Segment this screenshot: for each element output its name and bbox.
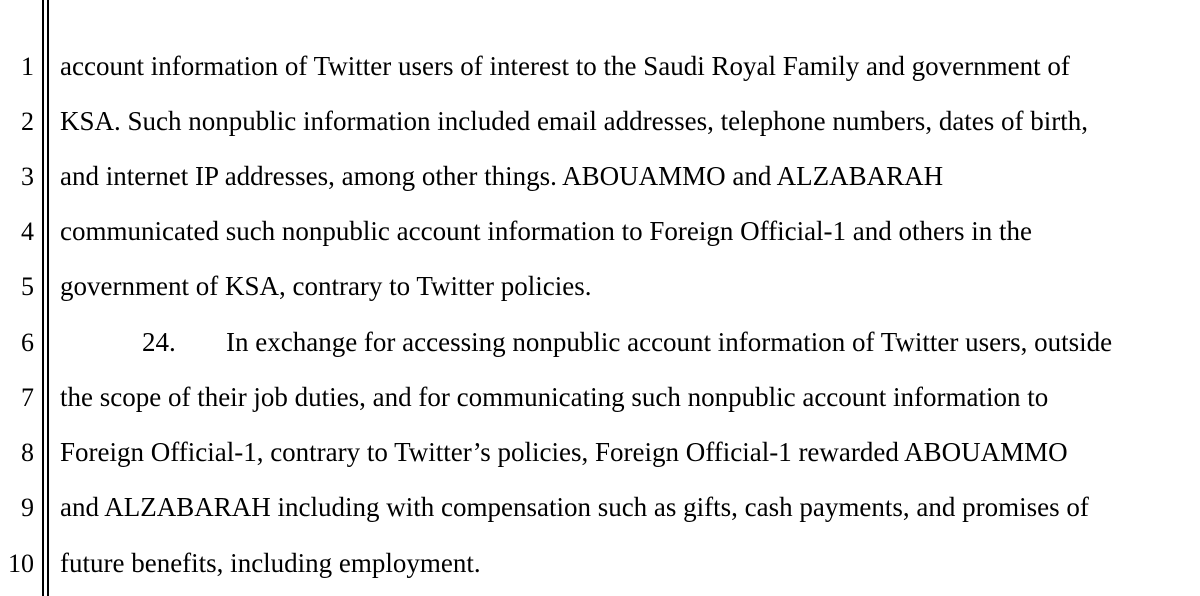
- document-line-4: [0, 204, 1200, 259]
- line-text: future benefits, including employment.: [60, 548, 481, 578]
- line-number: 9: [21, 493, 34, 522]
- line-text: communicated such nonpublic account information to Foreign Official-1 and others in the: [60, 216, 1032, 246]
- paragraph-number: 24.: [142, 327, 176, 357]
- document-line-2: [0, 94, 1200, 149]
- line-number: 7: [21, 383, 34, 412]
- document-line-9: [0, 480, 1200, 535]
- line-text: and ALZABARAH including with compensation such as gifts, cash payments, and promises of: [60, 492, 1089, 522]
- line-text: account information of Twitter users of interest to the Saudi Royal Family and government of: [60, 51, 1070, 81]
- document-line-3: [0, 149, 1200, 204]
- line-number: 2: [21, 107, 34, 136]
- document-line-8: [0, 425, 1200, 480]
- document-line-5: [0, 259, 1200, 314]
- line-number: 10: [8, 549, 34, 578]
- line-text: KSA. Such nonpublic information included email addresses, telephone numbers, dates of birth,: [60, 106, 1089, 136]
- line-text: Foreign Official-1, contrary to Twitter’s policies, Foreign Official-1 rewarded ABOUAMMO: [60, 437, 1068, 467]
- line-text: [60, 315, 1112, 370]
- document-line-1: [0, 39, 1200, 94]
- line-number: 6: [21, 328, 34, 357]
- line-text: government of KSA, contrary to Twitter policies.: [60, 271, 592, 301]
- line-number: 5: [21, 272, 34, 301]
- document-line-6: [0, 315, 1200, 370]
- document-line-10: [0, 536, 1200, 591]
- document-line-7: [0, 370, 1200, 425]
- line-number: 4: [21, 217, 34, 246]
- line-text: the scope of their job duties, and for communicating such nonpublic account information to: [60, 382, 1049, 412]
- line-number: 8: [21, 438, 34, 467]
- paragraph-text: In exchange for accessing nonpublic account information of Twitter users, outside: [226, 327, 1113, 357]
- line-number: 1: [21, 52, 34, 81]
- line-text: and internet IP addresses, among other things. ABOUAMMO and ALZABARAH: [60, 161, 944, 191]
- line-number: 3: [21, 162, 34, 191]
